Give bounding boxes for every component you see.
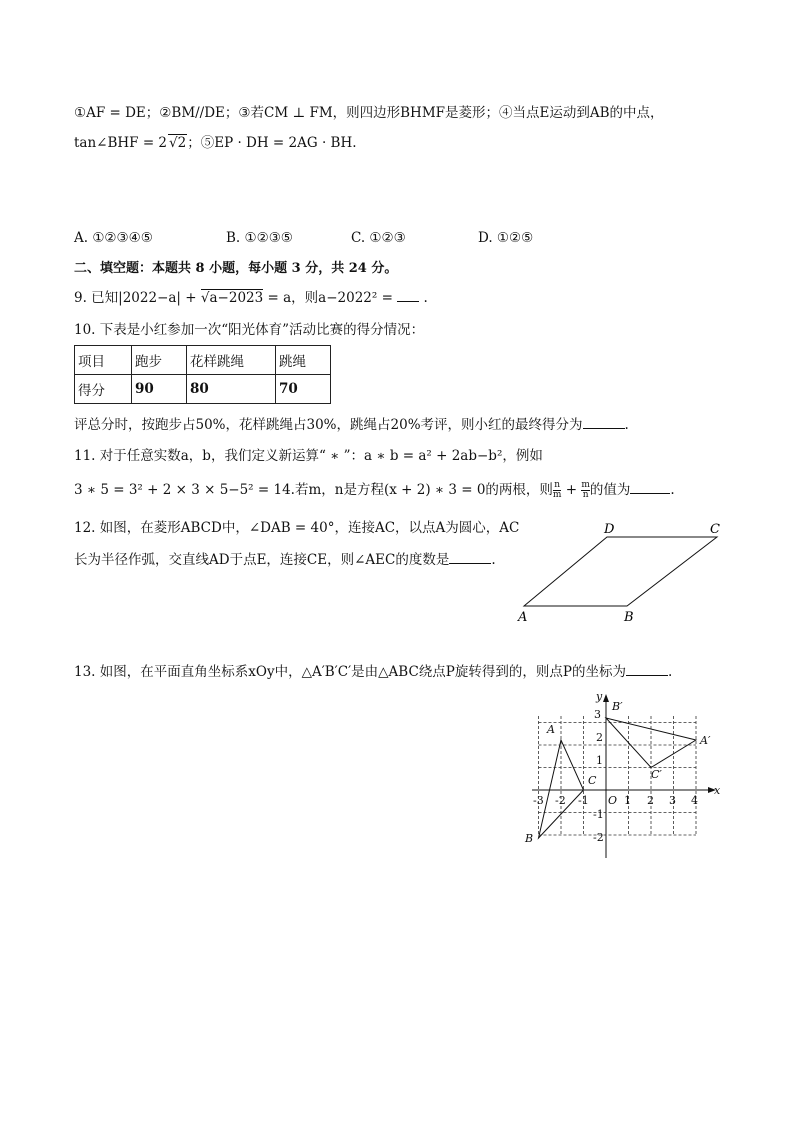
origin-label: O	[608, 794, 618, 807]
q9-sqrt: √a−2023	[200, 290, 264, 306]
table-cell: 80	[187, 375, 276, 404]
x-tick-label: 1	[624, 794, 631, 807]
q11-end: .	[670, 482, 675, 498]
y-tick-label: 1	[596, 754, 603, 767]
q11-answer-blank[interactable]	[630, 493, 670, 494]
table-row	[75, 375, 331, 404]
table-cell: 得分	[75, 375, 132, 404]
q10-answer-blank[interactable]	[583, 428, 625, 429]
q13-end: .	[667, 664, 673, 680]
table-cell: 90	[132, 375, 187, 404]
option-b[interactable]: B. ①②③⑤	[226, 230, 293, 246]
q10-question	[74, 415, 629, 435]
table-cell: 70	[276, 375, 331, 404]
rhombus-figure	[510, 515, 740, 630]
q12-text: 长为半径作弧，交直线AD于点E，连接CE，则∠AEC的度数是	[74, 552, 450, 568]
q11-text-tail: 的值为	[589, 482, 631, 498]
q12-line1: 12. 如图，在菱形ABCD中，∠DAB = 40°，连接AC，以点A为圆心，AC	[74, 520, 520, 536]
q10-intro: 10. 下表是小红参加一次“阳光体育”活动比赛的得分情况：	[74, 322, 425, 338]
option-a[interactable]: A. ①②③④⑤	[74, 230, 153, 246]
q11-line1: 11. 对于任意实数a，b，我们定义新运算“ ∗ ”：a ∗ b = a² + 2ab−b²，例如	[74, 448, 543, 464]
q8-tan-text: tan∠BHF = 2	[74, 135, 168, 151]
q12-answer-blank[interactable]	[449, 563, 491, 564]
point-label-a-prime: A′	[700, 734, 711, 747]
y-tick-label: 2	[596, 731, 603, 744]
q8-sqrt: √2	[169, 135, 187, 151]
point-label-d: D	[604, 522, 615, 537]
q9-post: = a，则a−2022² =	[263, 290, 398, 306]
q9-pre: 9. 已知|2022−a| +	[74, 290, 201, 306]
q11-line2: 3 ∗ 5 = 3² + 2 × 3 × 5−5² = 14.若m，n是方程(x + 2) ∗ 3 = 0的两根，则 $\frac{n}{m}$ + $\frac{m}{n}$ 的值为 .	[74, 480, 675, 500]
point-label-c: C	[588, 774, 597, 787]
x-tick-label: 2	[647, 794, 654, 807]
x-tick-label: -1	[578, 794, 589, 807]
x-tick-label: 3	[669, 794, 676, 807]
axis-label-x: x	[714, 784, 721, 797]
score-table	[74, 345, 331, 404]
x-tick-label: -2	[555, 794, 566, 807]
q12-line2	[74, 550, 496, 570]
q11-text: 3 ∗ 5 = 3² + 2 × 3 × 5−5² = 14.若m，n是方程(x + 2) ∗ 3 = 0的两根，则	[74, 482, 553, 498]
q10-question-text: 评总分时，按跑步占50%，花样跳绳占30%，跳绳占20%考评，则小红的最终得分为	[74, 417, 583, 433]
q9	[74, 288, 428, 308]
x-tick-label: -3	[533, 794, 544, 807]
axis-label-y: y	[596, 690, 603, 703]
option-d[interactable]: D. ①②⑤	[478, 230, 534, 246]
q13-answer-blank[interactable]	[626, 675, 668, 676]
point-label-b-prime: B′	[612, 700, 623, 713]
point-label-a: A	[518, 610, 528, 625]
q8-statement-line1: ①AF = DE；②BM//DE；③若CM ⊥ FM，则四边形BHMF是菱形；④当点E运动到AB的中点，	[74, 105, 664, 121]
table-cell: 项目	[75, 346, 132, 375]
y-tick-label: -2	[593, 831, 604, 844]
point-label-c: C	[710, 522, 720, 537]
q9-answer-blank[interactable]	[397, 301, 419, 302]
coordinate-graph	[520, 688, 730, 858]
q8-statement-line2	[74, 133, 357, 153]
q10-end: .	[624, 417, 629, 433]
q11-fraction-2: $\frac{m}{n}$	[581, 480, 590, 500]
q12-end: .	[491, 552, 496, 568]
q13-text: 13. 如图，在平面直角坐标系xOy中，△A′B′C′是由△ABC绕点P旋转得到的，则点P的坐标为	[74, 664, 626, 680]
point-label-b: B	[525, 832, 534, 845]
point-label-a: A	[547, 723, 555, 736]
table-cell: 跳绳	[276, 346, 331, 375]
table-row	[75, 346, 331, 375]
y-tick-label: 3	[594, 708, 601, 721]
table-cell: 跑步	[132, 346, 187, 375]
y-tick-label: -1	[593, 808, 604, 821]
x-tick-label: 4	[691, 794, 698, 807]
y-axis-arrow	[603, 694, 609, 702]
table-cell: 花样跳绳	[187, 346, 276, 375]
point-label-b: B	[624, 610, 634, 625]
rhombus-shape	[524, 537, 717, 606]
q9-end: .	[419, 290, 428, 306]
q11-fraction-1: $\frac{n}{m}$	[552, 480, 562, 500]
point-label-c-prime: C′	[651, 768, 662, 781]
q13-line1	[74, 662, 672, 682]
q8-tail-text: ；⑤EP · DH = 2AG · BH.	[187, 135, 357, 151]
option-c[interactable]: C. ①②③	[351, 230, 406, 246]
section-heading: 二、填空题：本题共 8 小题，每小题 3 分，共 24 分。	[74, 261, 398, 276]
